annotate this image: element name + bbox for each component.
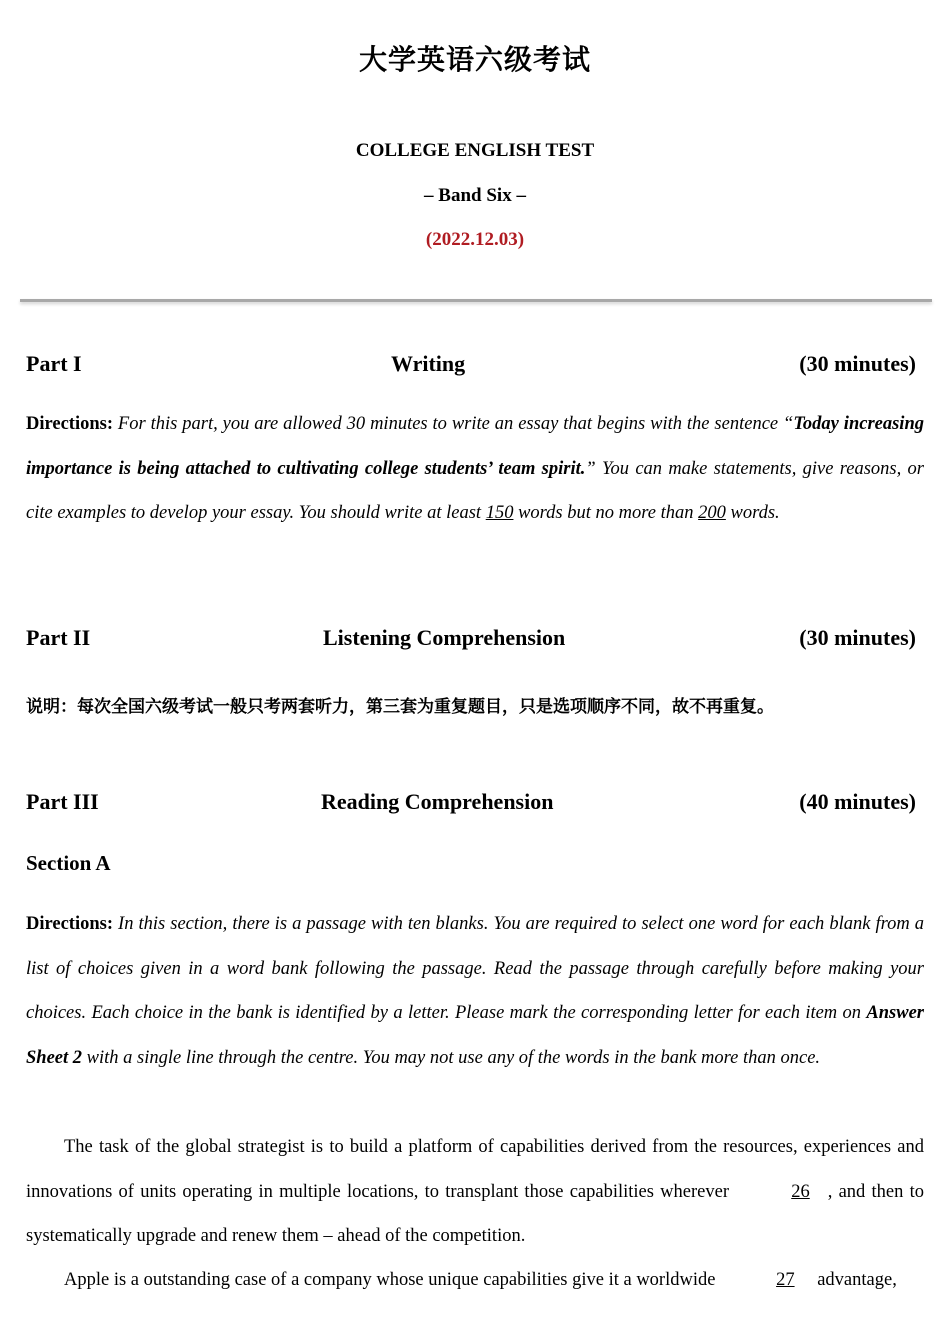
blank-27: 27 xyxy=(776,1270,795,1290)
section-a-directions xyxy=(26,902,924,1080)
passage-text: advantage, xyxy=(812,1270,897,1290)
part-2-label: Part II xyxy=(26,625,91,650)
directions-text: For this part, you are allowed 30 minutes to write an essay that begins with the sentence “ xyxy=(117,414,794,434)
part-1-time: (30 minutes) xyxy=(799,351,916,376)
part-2-time: (30 minutes) xyxy=(799,625,916,650)
part-3-title: Reading Comprehension xyxy=(321,789,554,814)
part-1-title: Writing xyxy=(391,351,466,376)
directions-text: with a single line through the centre. You may not use any of the words in the bank more than once. xyxy=(82,1047,821,1068)
part-1-heading xyxy=(26,351,916,379)
part-3-heading xyxy=(26,789,916,817)
part-2-heading xyxy=(26,625,916,653)
blank-26: 26 xyxy=(791,1181,810,1202)
min-word-count: 150 xyxy=(485,503,514,523)
directions-text: ” You can make statements, give reasons, or cite examples to develop your essay. You should write at least xyxy=(26,458,924,523)
directions-label: Directions: xyxy=(26,914,113,934)
passage-text: , and then to systematically upgrade and renew them – ahead of the competition. xyxy=(26,1181,924,1246)
part-1-label: Part I xyxy=(26,351,82,376)
answer-sheet-reference: Answer Sheet 2 xyxy=(26,1003,924,1068)
part-1-directions xyxy=(26,402,924,536)
exam-date: (2022.12.03) xyxy=(425,229,525,250)
part-2-title: Listening Comprehension xyxy=(323,625,566,650)
directions-text: In this section, there is a passage with ten blanks. You are required to select one word for each blank from a list of choices given in a word bank following the passage. Read the passage through carefully before making your choices. Each choice in the bank is identified by a letter. Please mark the corresponding letter for each item on xyxy=(26,914,925,1023)
directions-label: Directions: xyxy=(26,414,113,434)
header-divider xyxy=(20,299,932,302)
part-3-time: (40 minutes) xyxy=(799,789,916,814)
band-label: – Band Six – xyxy=(424,185,526,206)
passage-paragraph xyxy=(26,1258,924,1303)
directions-text: words but no more than xyxy=(513,503,699,523)
passage-text: Apple is a outstanding case of a company whose unique capabilities give it a worldwide xyxy=(64,1270,721,1290)
chinese-exam-title: 大学英语六级考试 xyxy=(358,43,591,76)
max-word-count: 200 xyxy=(698,503,726,523)
section-a-heading: Section A xyxy=(26,851,111,875)
listening-note: 说明：每次全国六级考试一般只考两套听力，第三套为重复题目，只是选项顺序不同，故不再重复。 xyxy=(26,697,774,717)
essay-prompt-quote: Today increasing importance is being attached to cultivating college students’ team spirit. xyxy=(26,414,924,479)
passage-text: The task of the global strategist is to build a platform of capabilities derived from the resources, experiences and innovations of units operating in multiple locations, to transplant those capabilities wherever xyxy=(26,1137,924,1202)
part-3-label: Part III xyxy=(26,789,99,814)
directions-text: words. xyxy=(725,503,780,523)
passage-paragraph xyxy=(26,1125,924,1259)
exam-title: COLLEGE ENGLISH TEST xyxy=(355,140,595,161)
